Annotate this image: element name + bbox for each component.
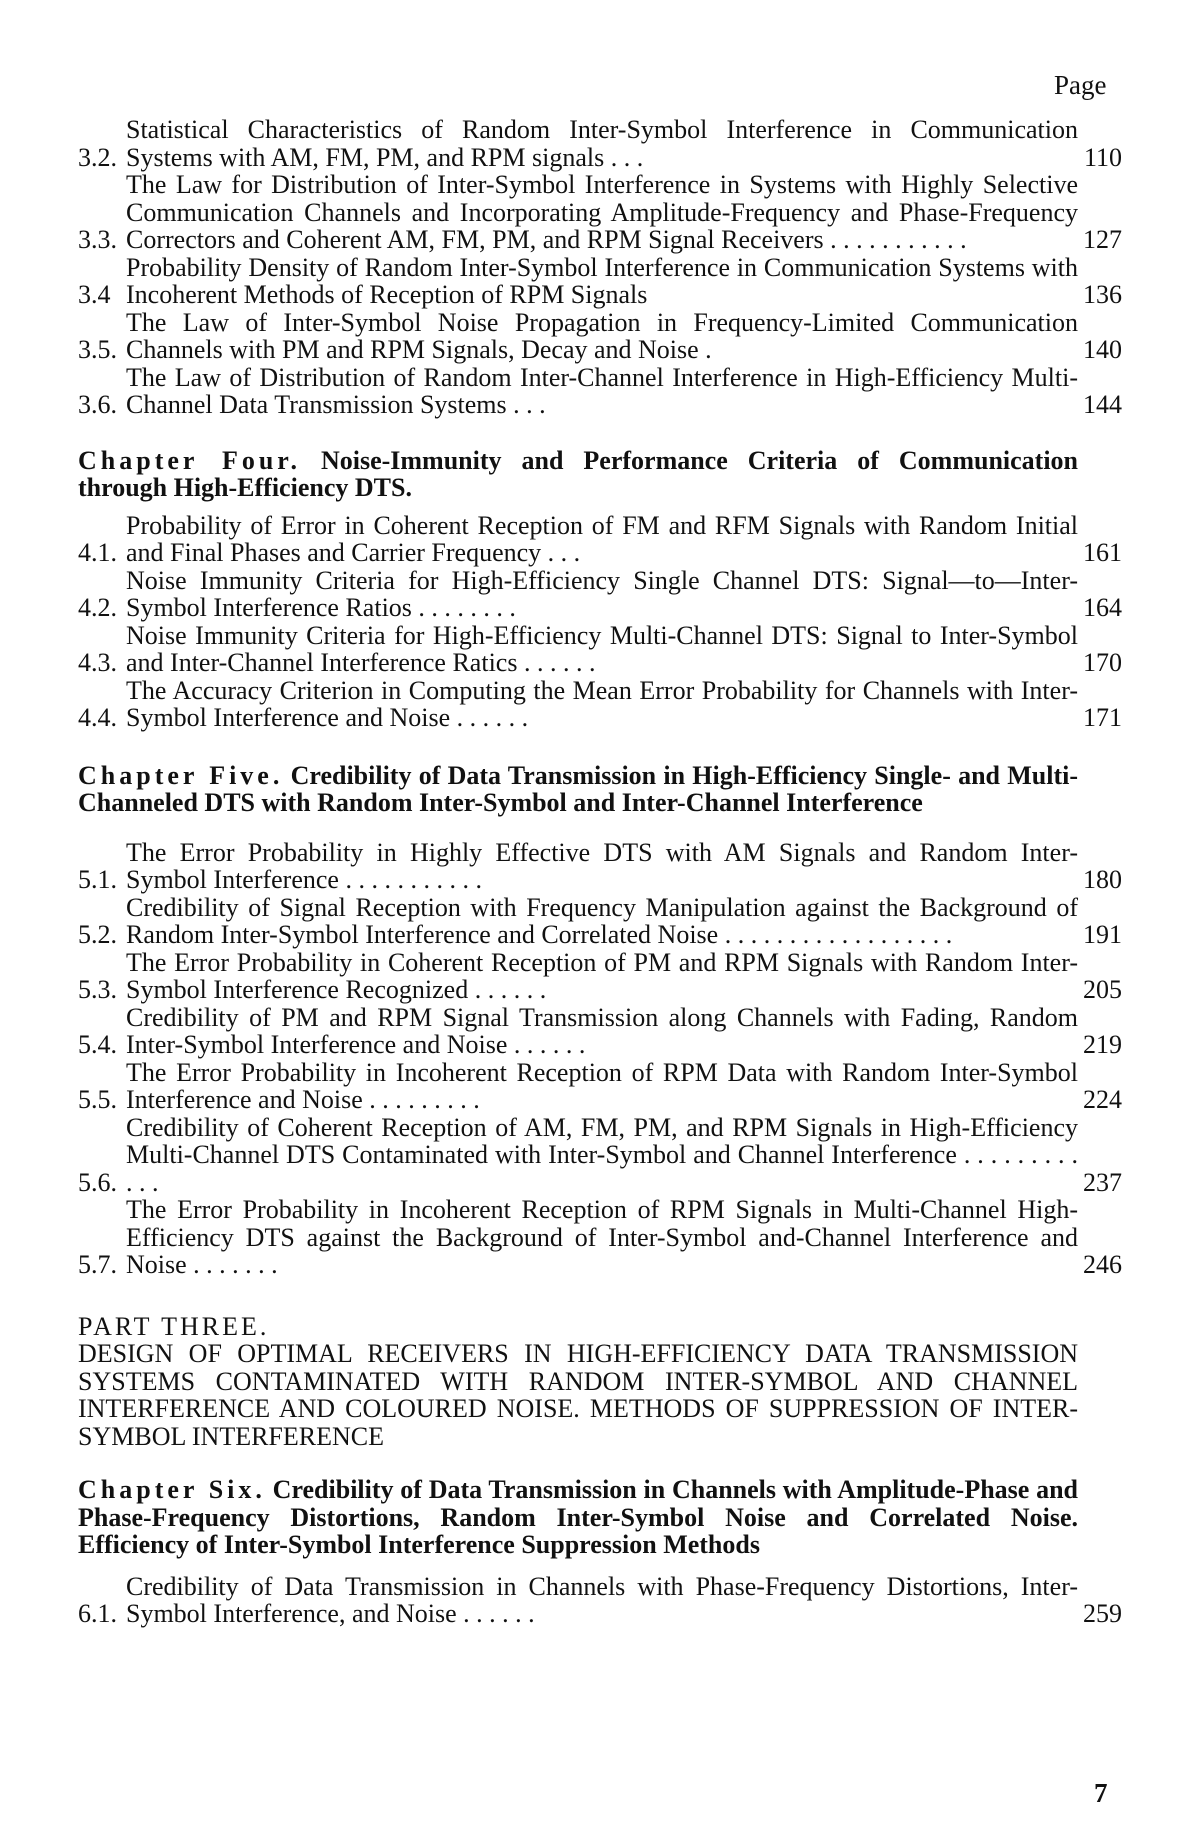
entry-number: 3.6. [78,391,126,419]
toc-entry [78,171,1122,254]
entry-title: Credibility of PM and RPM Signal Transmission along Channels with Fading, Random Inter-Symbol Interference and Noise . . . . . . [126,1004,1078,1059]
entry-title: Noise Immunity Criteria for High-Efficiency Multi-Channel DTS: Signal to Inter-Symbol and Inter-Channel Interference Ratics . . . . . . [126,622,1078,677]
chapter-title: Noise-Immunity and Performance Criteria of Communication through High-Efficiency DTS. [78,446,1078,503]
entry-title: The Error Probability in Coherent Reception of PM and RPM Signals with Random Inter-Symbol Interference Recognized . . . . . . [126,949,1078,1004]
entry-number: 5.3. [78,976,126,1004]
entry-title: The Error Probability in Incoherent Reception of RPM Signals in Multi-Channel High-Efficiency DTS against the Background of Inter-Symbol and-Channel Interference and Noise . . . . . . . [126,1196,1078,1279]
chapter-label: Chapter Four. [78,446,301,475]
entry-title: Noise Immunity Criteria for High-Efficiency Single Channel DTS: Signal—to—Inter-Symbol Interference Ratios . . . . . . . . [126,567,1078,622]
toc-entry [78,254,1122,309]
toc-entry [78,116,1122,171]
entry-title: Credibility of Signal Reception with Frequency Manipulation against the Background of Random Inter-Symbol Interference and Correlated Noise . . . . . . . . . . . . . . . . . . [126,894,1078,949]
entry-number: 5.7. [78,1251,126,1279]
entry-number: 4.3. [78,649,126,677]
toc-entry [78,1004,1122,1059]
entry-page: 246 [1078,1251,1122,1279]
entry-number: 5.6. [78,1169,126,1197]
entry-number: 5.1. [78,866,126,894]
toc-entry [78,309,1122,364]
entry-page: 144 [1078,391,1122,419]
entry-number: 3.4 [78,281,126,309]
part-title: DESIGN OF OPTIMAL RECEIVERS IN HIGH-EFFICIENCY DATA TRANSMISSION SYSTEMS CONTAMINATED WITH RANDOM INTER-SYMBOL AND CHANNEL INTERFERENCE AND COLOURED NOISE. METHODS OF SUPPRESSION OF INTER-SYMBOL INTERFERENCE [78,1340,1078,1450]
entry-page: 219 [1078,1031,1122,1059]
toc-content [78,116,1122,1628]
entry-page: 140 [1078,336,1122,364]
chapter-title: Credibility of Data Transmission in High-Efficiency Single- and Multi-Channeled DTS with Random Inter-Symbol and Inter-Channel Interference [78,761,1078,818]
entry-page: 170 [1078,649,1122,677]
entry-number: 5.5. [78,1086,126,1114]
entry-number: 5.2. [78,921,126,949]
entry-title: The Error Probability in Incoherent Reception of RPM Data with Random Inter-Symbol Interference and Noise . . . . . . . . . [126,1059,1078,1114]
chapter-title: Credibility of Data Transmission in Channels with Amplitude-Phase and Phase-Frequency Distortions, Random Inter-Symbol Noise and Correlated Noise. Efficiency of Inter-Symbol Interference Suppression Methods [78,1475,1078,1559]
entry-number: 3.3. [78,226,126,254]
entry-title: The Accuracy Criterion in Computing the Mean Error Probability for Channels with Inter-Symbol Interference and Noise . . . . . . [126,677,1078,732]
entry-page: 110 [1078,144,1122,172]
entry-number: 5.4. [78,1031,126,1059]
entry-page: 127 [1078,226,1122,254]
toc-entry [78,1573,1122,1628]
entry-page: 180 [1078,866,1122,894]
entry-title: The Error Probability in Highly Effective DTS with AM Signals and Random Inter-Symbol Interference . . . . . . . . . . . [126,839,1078,894]
entry-number: 4.2. [78,594,126,622]
entry-title: The Law for Distribution of Inter-Symbol Interference in Systems with Highly Selective Communication Channels and Incorporating Amplitude-Frequency and Phase-Frequency Correctors and Coherent AM, FM, PM, and RPM Signal Receivers . . . . . . . . . . . [126,171,1078,254]
toc-entry [78,622,1122,677]
entry-page: 136 [1078,281,1122,309]
part-heading [78,1313,1078,1451]
chapter-heading [78,762,1078,817]
toc-entry [78,512,1122,567]
toc-entry [78,1114,1122,1197]
entry-page: 259 [1078,1600,1122,1628]
entry-page: 224 [1078,1086,1122,1114]
entry-number: 3.5. [78,336,126,364]
entry-title: Probability of Error in Coherent Reception of FM and RFM Signals with Random Initial and Final Phases and Carrier Frequency . . . [126,512,1078,567]
toc-page [0,0,1200,1837]
part-label: PART THREE. [78,1313,1078,1341]
entry-page: 205 [1078,976,1122,1004]
entry-title: Credibility of Data Transmission in Channels with Phase-Frequency Distortions, Inter-Symbol Interference, and Noise . . . . . . [126,1573,1078,1628]
entry-number: 3.2. [78,144,126,172]
toc-entry [78,677,1122,732]
entry-page: 171 [1078,704,1122,732]
toc-entry [78,567,1122,622]
toc-entry [78,949,1122,1004]
chapter-heading [78,1476,1078,1559]
entry-title: Credibility of Coherent Reception of AM, FM, PM, and RPM Signals in High-Efficiency Multi-Channel DTS Contaminated with Inter-Symbol and Channel Interference . . . . . . . . . . . . [126,1114,1078,1197]
chapter-heading [78,447,1078,502]
page-column-label: Page [1054,70,1106,100]
entry-page: 164 [1078,594,1122,622]
entry-page: 237 [1078,1169,1122,1197]
entry-page: 191 [1078,921,1122,949]
entry-title: The Law of Inter-Symbol Noise Propagation in Frequency-Limited Communication Channels with PM and RPM Signals, Decay and Noise . [126,309,1078,364]
entry-number: 6.1. [78,1600,126,1628]
entry-page: 161 [1078,539,1122,567]
entry-number: 4.4. [78,704,126,732]
chapter-label: Chapter Five. [78,761,283,790]
entry-title: The Law of Distribution of Random Inter-Channel Interference in High-Efficiency Multi-Channel Data Transmission Systems . . . [126,364,1078,419]
chapter-label: Chapter Six. [78,1475,266,1504]
entry-title: Statistical Characteristics of Random Inter-Symbol Interference in Communication Systems with AM, FM, PM, and RPM signals . . . [126,116,1078,171]
entry-number: 4.1. [78,539,126,567]
toc-entry [78,1059,1122,1114]
toc-entry [78,894,1122,949]
entry-title: Probability Density of Random Inter-Symbol Interference in Communication Systems with Incoherent Methods of Reception of RPM Signals [126,254,1078,309]
toc-entry [78,1196,1122,1279]
toc-entry [78,364,1122,419]
page-number: 7 [1094,1778,1108,1808]
toc-entry [78,839,1122,894]
